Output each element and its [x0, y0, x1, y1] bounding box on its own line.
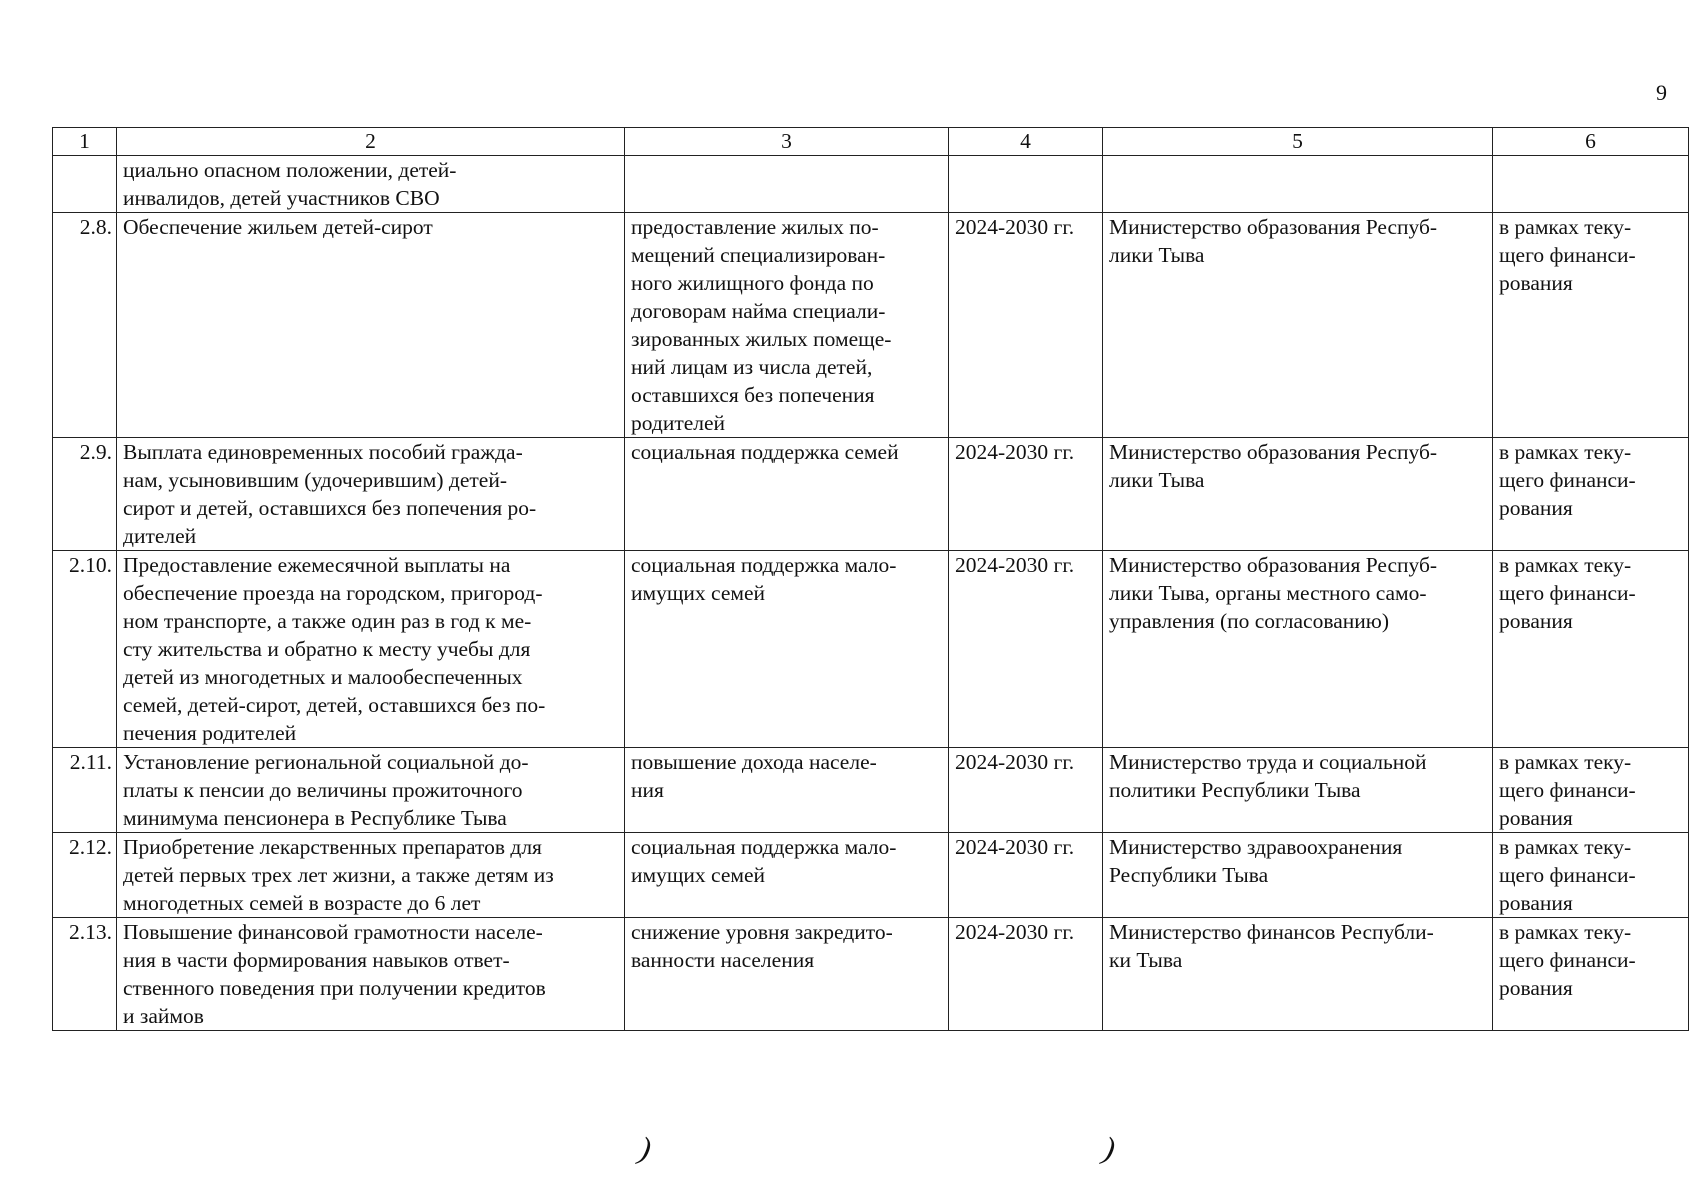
period-cell: 2024-2030 гг.	[949, 918, 1103, 1031]
measures-table	[52, 127, 1689, 1031]
executor-cell: Министерство труда и социальной политики Республики Тыва	[1103, 748, 1493, 833]
column-header-6: 6	[1493, 128, 1689, 156]
table-row	[53, 156, 1689, 213]
result-cell: социальная поддержка семей	[625, 438, 949, 551]
measure-cell: Повышение финансовой грамотности населе- ния в части формирования навыков ответ- ственного поведения при получении кредитов и займов	[117, 918, 625, 1031]
funding-cell: в рамках теку- щего финанси- рования	[1493, 918, 1689, 1031]
result-cell: социальная поддержка мало- имущих семей	[625, 833, 949, 918]
signature-mark: )	[1100, 1129, 1119, 1167]
executor-cell	[1103, 156, 1493, 213]
executor-cell: Министерство здравоохранения Республики Тыва	[1103, 833, 1493, 918]
column-header-5: 5	[1103, 128, 1493, 156]
page-number: 9	[1656, 80, 1667, 105]
column-header-4: 4	[949, 128, 1103, 156]
measure-cell: Обеспечение жильем детей-сирот	[117, 213, 625, 438]
table-row	[53, 438, 1689, 551]
table-row	[53, 551, 1689, 748]
measure-cell: Приобретение лекарственных препаратов для детей первых трех лет жизни, а также детям из многодетных семей в возрасте до 6 лет	[117, 833, 625, 918]
column-header-1: 1	[53, 128, 117, 156]
row-number: 2.11.	[53, 748, 117, 833]
result-cell: повышение дохода населе- ния	[625, 748, 949, 833]
period-cell: 2024-2030 гг.	[949, 438, 1103, 551]
table-row	[53, 213, 1689, 438]
funding-cell: в рамках теку- щего финанси- рования	[1493, 833, 1689, 918]
signature-mark: )	[636, 1129, 655, 1167]
measure-cell: Предоставление ежемесячной выплаты на обеспечение проезда на городском, пригород- ном транспорте, а также один раз в год к ме- сту жительства и обратно к месту учебы для детей из многодетных и малообеспеченных семей, детей-сирот, детей, оставшихся без по- печения родителей	[117, 551, 625, 748]
executor-cell: Министерство образования Респуб- лики Тыва, органы местного само- управления (по согласованию)	[1103, 551, 1493, 748]
period-cell: 2024-2030 гг.	[949, 833, 1103, 918]
period-cell: 2024-2030 гг.	[949, 551, 1103, 748]
funding-cell: в рамках теку- щего финанси- рования	[1493, 213, 1689, 438]
column-header-2: 2	[117, 128, 625, 156]
measure-cell: Выплата единовременных пособий гражда- нам, усыновившим (удочерившим) детей- сирот и детей, оставшихся без попечения ро- дителей	[117, 438, 625, 551]
period-cell: 2024-2030 гг.	[949, 748, 1103, 833]
period-cell	[949, 156, 1103, 213]
result-cell	[625, 156, 949, 213]
funding-cell: в рамках теку- щего финанси- рования	[1493, 748, 1689, 833]
funding-cell: в рамках теку- щего финанси- рования	[1493, 438, 1689, 551]
column-header-3: 3	[625, 128, 949, 156]
funding-cell: в рамках теку- щего финанси- рования	[1493, 551, 1689, 748]
row-number: 2.9.	[53, 438, 117, 551]
row-number: 2.8.	[53, 213, 117, 438]
table-header-row	[53, 128, 1689, 156]
table-row	[53, 918, 1689, 1031]
period-cell: 2024-2030 гг.	[949, 213, 1103, 438]
measure-cell: Установление региональной социальной до- платы к пенсии до величины прожиточного минимума пенсионера в Республике Тыва	[117, 748, 625, 833]
row-number: 2.12.	[53, 833, 117, 918]
row-number	[53, 156, 117, 213]
executor-cell: Министерство финансов Республи- ки Тыва	[1103, 918, 1493, 1031]
executor-cell: Министерство образования Респуб- лики Тыва	[1103, 213, 1493, 438]
result-cell: социальная поддержка мало- имущих семей	[625, 551, 949, 748]
result-cell: снижение уровня закредито- ванности населения	[625, 918, 949, 1031]
table-row	[53, 748, 1689, 833]
row-number: 2.13.	[53, 918, 117, 1031]
table-row	[53, 833, 1689, 918]
funding-cell	[1493, 156, 1689, 213]
executor-cell: Министерство образования Респуб- лики Тыва	[1103, 438, 1493, 551]
measure-cell: циально опасном положении, детей- инвалидов, детей участников СВО	[117, 156, 625, 213]
result-cell: предоставление жилых по- мещений специализирован- ного жилищного фонда по договорам найма специали- зированных жилых помеще- ний лицам из числа детей, оставшихся без попечения родителей	[625, 213, 949, 438]
row-number: 2.10.	[53, 551, 117, 748]
